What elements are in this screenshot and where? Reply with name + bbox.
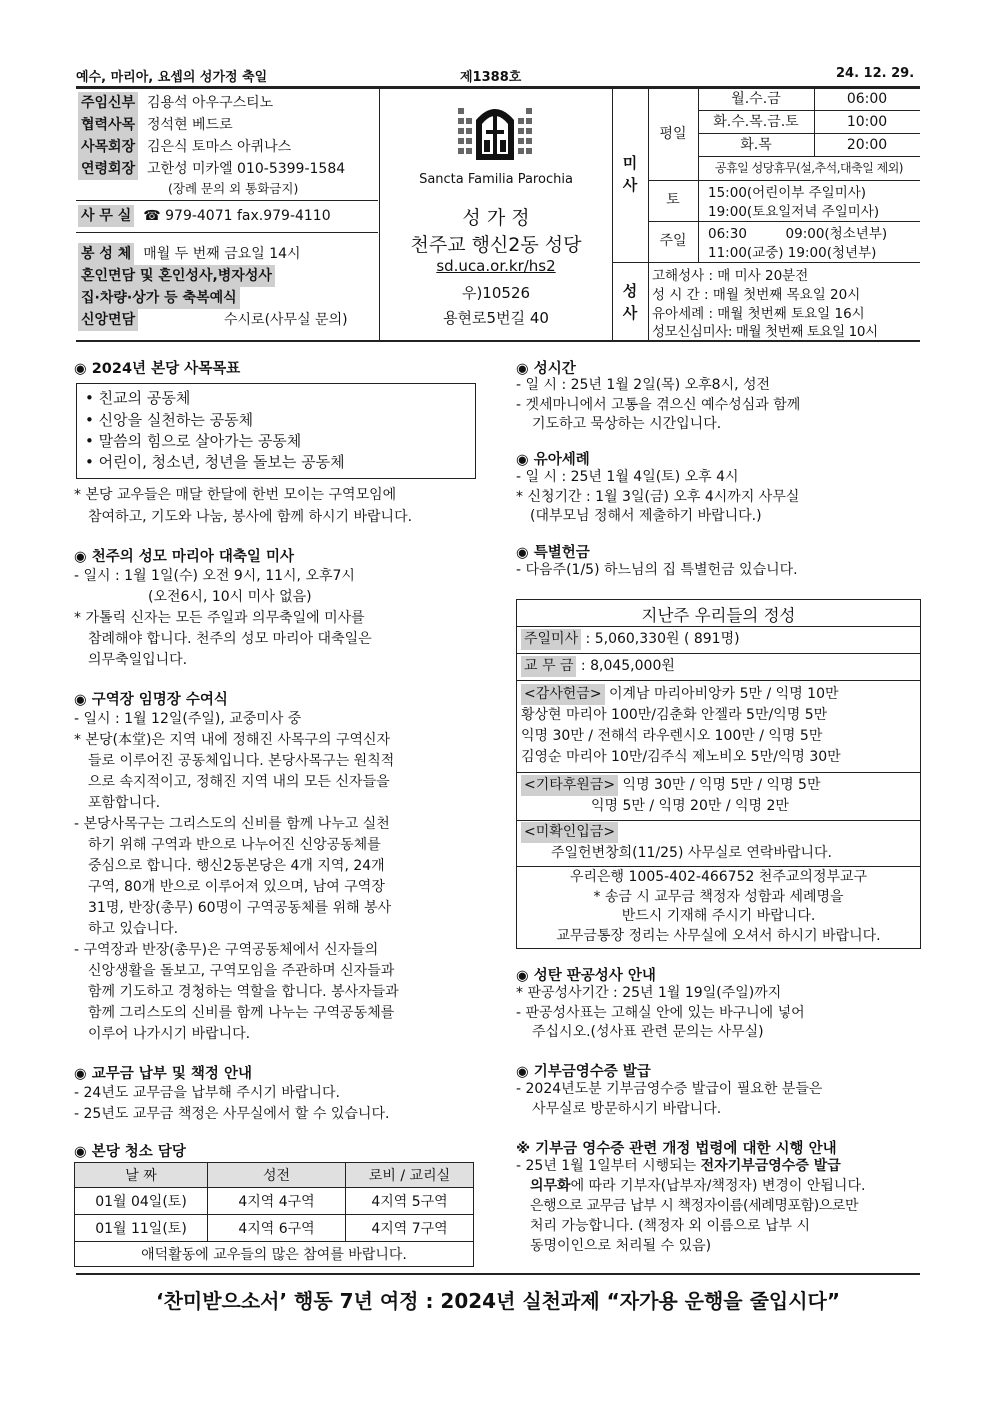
- service-row: 신앙면담 수시로(사무실 문의): [78, 309, 138, 331]
- latin-name: Sancta Familia Parochia: [419, 172, 573, 187]
- church-full-name: 천주교 행신2동 성당: [410, 234, 582, 256]
- offering-box: 지난주 우리들의 정성 주일미사 : 5,060,330원 ( 891명) 교 무 금 : 8,045,000원 <감사헌금> 이계남 마리아비앙카 5만 / 익명 10만 황상현 마리아 100만/김춘화 안젤라 5만/익명 5만 익명 30만 / 전해석 라우렌시오 100만 / 익명 5만 김영순 마리아 10만/김주식 제노비오 5만/익명 30만 <기타후원금> 익명 30만 / 익명 5만 / 익명 5만 익명 5만 / 익명 20만 / 익명 2만 <미확인입금> 주일헌변창희(11/25) 사무실로 연락바랍니다. 우리은행 1005-402-466752 천주교의정부교구 * 송금 시 교무금 책정자 성함과 세례명을 반드시 기재해 주시기 바랍니다. 교무금통장 정리는 사무실에 오셔서 하시기 바랍니다.: [516, 599, 921, 949]
- goals-box: [76, 383, 476, 479]
- footer-rule: [76, 1273, 920, 1275]
- issue-number: 제1388호: [460, 70, 522, 85]
- staff-note: (장례 문의 외 통화금지): [168, 181, 299, 196]
- christmas-confession-title: ◉ 성탄 판공성사 안내: [516, 968, 656, 984]
- sacrament-line: 성 시 간 : 매월 첫번째 목요일 20시: [652, 287, 861, 303]
- staff-row: 주임신부 김용석 아우구스티노: [78, 92, 273, 114]
- dues-title: ◉ 교무금 납부 및 책정 안내: [74, 1066, 252, 1082]
- sacrament-line: 유아세례 : 매월 첫번째 토요일 16시: [652, 306, 865, 322]
- service-row: 봉 성 체 매월 두 번째 금요일 14시: [78, 243, 301, 265]
- service-row: 집·차량·상가 등 축복예식: [78, 287, 240, 309]
- issue-date: 24. 12. 29.: [836, 66, 915, 81]
- service-row: 혼인면담 및 혼인성사,병자성사: [78, 265, 275, 287]
- receipt-title: ◉ 기부금영수증 발급: [516, 1064, 651, 1080]
- cleaning-table: 날 짜 성전 로비 / 교리실 01월 04일(토) 4지역 4구역 4지역 5구역 01월 11일(토) 4지역 6구역 4지역 7구역 애덕활동에 교우들의 많은 참여를 바랍니다.: [74, 1162, 474, 1267]
- mass-schedule: 미 사 평일 월.수.금 06:00 화.수.목.금.토 10:00 화.목 20:00 공휴일 성당휴무(설,추석,대축일 제외) 토 15:00(어린이부 주일미사) 19:00(토요일저녁 주일미사) 주일 06:30 09:00(청소년부) 11:00(교중) 19:00(청년부) 성 사 고해성사 : 매 미사 20분전 성 시 간 : 매월 첫번째 목요일 20시 유아세례 : 매월 첫번째 토요일 16시 성모신심미사: 매월 첫번째 토요일 10시: [612, 88, 920, 340]
- law-title: ※ 기부금 영수증 관련 개정 법령에 대한 시행 안내: [516, 1141, 837, 1157]
- holyhour-title: ◉ 성시간: [516, 361, 576, 377]
- section-rule: [76, 340, 920, 342]
- goal-item: • 어린이, 청소년, 청년을 돌보는 공동체: [85, 453, 345, 471]
- table-row: 01월 11일(토) 4지역 6구역 4지역 7구역: [75, 1215, 474, 1242]
- mary-title: ◉ 천주의 성모 마리아 대축일 미사: [74, 549, 294, 565]
- postal-code: 우)10526: [461, 284, 531, 302]
- goal-item: • 신앙을 실천하는 공동체: [85, 411, 254, 429]
- staff-row: 연령회장 고한성 미카엘 010-5399-1584: [78, 158, 345, 180]
- church-url[interactable]: sd.uca.or.kr/hs2: [436, 257, 556, 275]
- baptism-title: ◉ 유아세례: [516, 452, 590, 468]
- special-title: ◉ 특별헌금: [516, 545, 590, 561]
- staff-row: 협력사목 정석현 베드로: [78, 114, 233, 136]
- office-row: 사 무 실 ☎ 979-4071 fax.979-4110: [78, 205, 331, 227]
- footer-slogan: ‘찬미받으소서’ 행동 7년 여정 : 2024년 실천과제 “자가용 운행을 줄입시다”: [155, 1289, 841, 1313]
- church-logo-icon: [440, 96, 550, 168]
- staff-row: 사목회장 김은식 토마스 아퀴나스: [78, 136, 291, 158]
- address: 용현로5번길 40: [443, 309, 549, 327]
- sacrament-line: 고해성사 : 매 미사 20분전: [652, 268, 809, 284]
- leader-title: ◉ 구역장 임명장 수여식: [74, 692, 228, 708]
- sacrament-line: 성모신심미사: 매월 첫번째 토요일 10시: [652, 324, 878, 340]
- goal-item: • 말씀의 힘으로 살아가는 공동체: [85, 432, 302, 450]
- church-name: 성 가 정: [462, 207, 530, 229]
- table-row: 01월 04일(토) 4지역 4구역 4지역 5구역: [75, 1188, 474, 1215]
- feast-title: 예수, 마리아, 요셉의 성가정 축일: [76, 70, 268, 85]
- goals-title: ◉ 2024년 본당 사목목표: [74, 361, 241, 377]
- cleaning-title: ◉ 본당 청소 담당: [74, 1144, 186, 1160]
- goal-item: • 친교의 공동체: [85, 389, 191, 407]
